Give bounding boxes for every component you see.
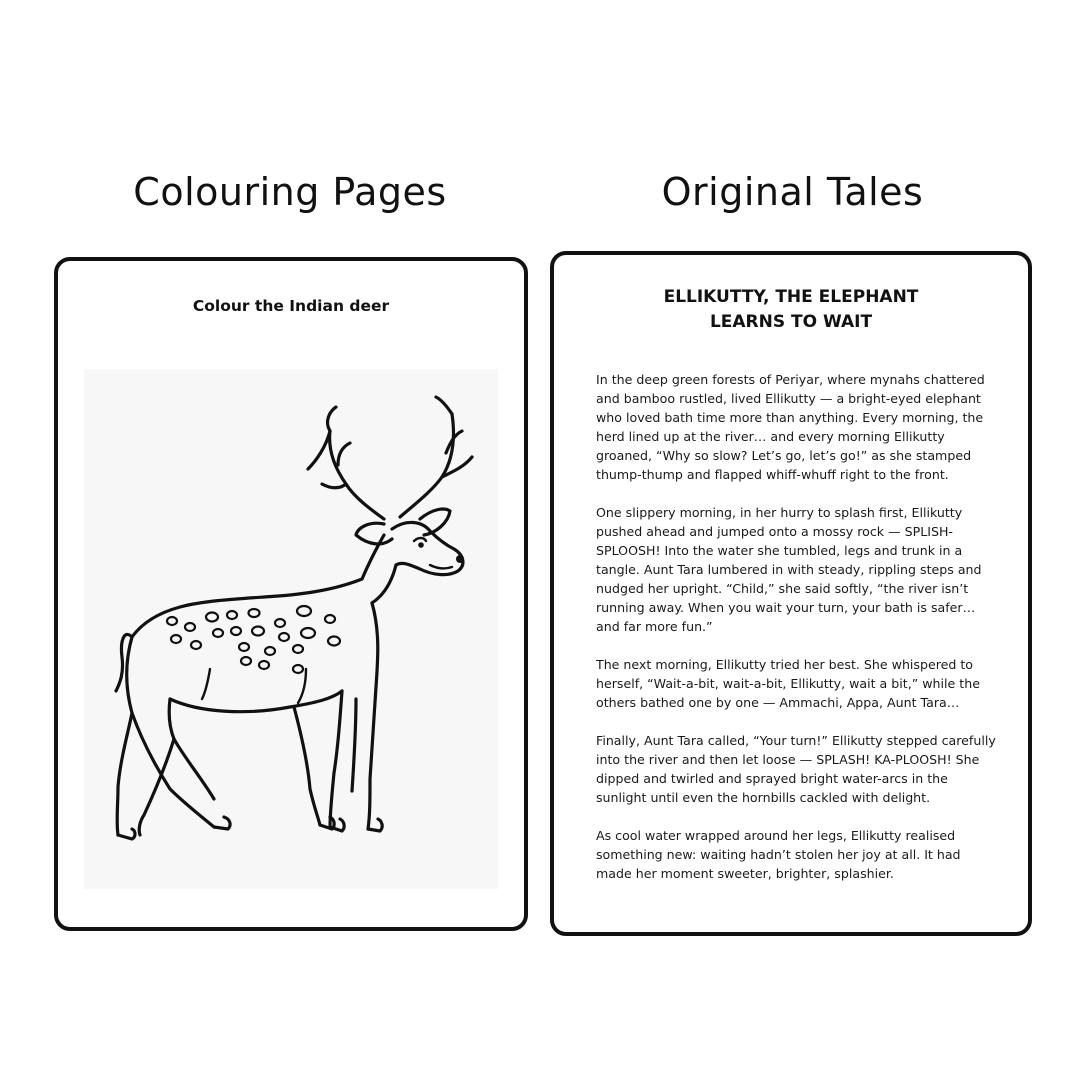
deer-illustration [84, 369, 498, 889]
original-tale-card [550, 251, 1032, 936]
colouring-page-title: Colour the Indian deer [192, 297, 390, 315]
colouring-pages-heading: Colouring Pages [133, 170, 447, 214]
original-tales-heading: Original Tales [661, 170, 924, 214]
tale-title [594, 285, 988, 335]
tale-paragraph: As cool water wrapped around her legs, Ellikutty realised something new: waiting hadn’t stolen her joy at all. It had made her moment sweeter, brighter, splashier. [596, 828, 961, 881]
tale-paragraph: One slippery morning, in her hurry to splash first, Ellikutty pushed ahead and jumped onto a mossy rock — SPLISH-SPLOOSH! Into the water she tumbled, legs and trunk in a tangle. Aunt Tara lumbered in with steady, rippling steps and nudged her upright. “Child,” she said softly, “the river isn’t running away. When you wait your turn, your bath is safer… and far more fun.” [596, 505, 982, 634]
tale-paragraph: Finally, Aunt Tara called, “Your turn!” Ellikutty stepped carefully into the river and then let loose — SPLASH! KA-PLOOSH! She dipped and twirled and sprayed bright water-arcs in the sunlight until even the hornbills cackled with delight. [596, 733, 996, 805]
tale-body [596, 370, 1000, 902]
tale-paragraph: In the deep green forests of Periyar, where mynahs chattered and bamboo rustled, lived Ellikutty — a bright-eyed elephant who loved bath time more than anything. Every morning, the herd lined up at the river… and every morning Ellikutty groaned, “Why so slow? Let’s go, let’s go!” as she stamped thump-thump and flapped whiff-whuff right to the front. [596, 372, 985, 482]
colouring-page-card [54, 257, 528, 931]
tale-paragraph: The next morning, Ellikutty tried her best. She whispered to herself, “Wait-a-bit, wait-a-bit, Ellikutty, wait a bit,” while the others bathed one by one — Ammachi, Appa, Aunt Tara… [596, 657, 980, 710]
tale-title-line-2: LEARNS TO WAIT [709, 312, 873, 332]
deer-icon [84, 369, 498, 889]
tale-title-line-1: ELLIKUTTY, THE ELEPHANT [663, 287, 919, 307]
